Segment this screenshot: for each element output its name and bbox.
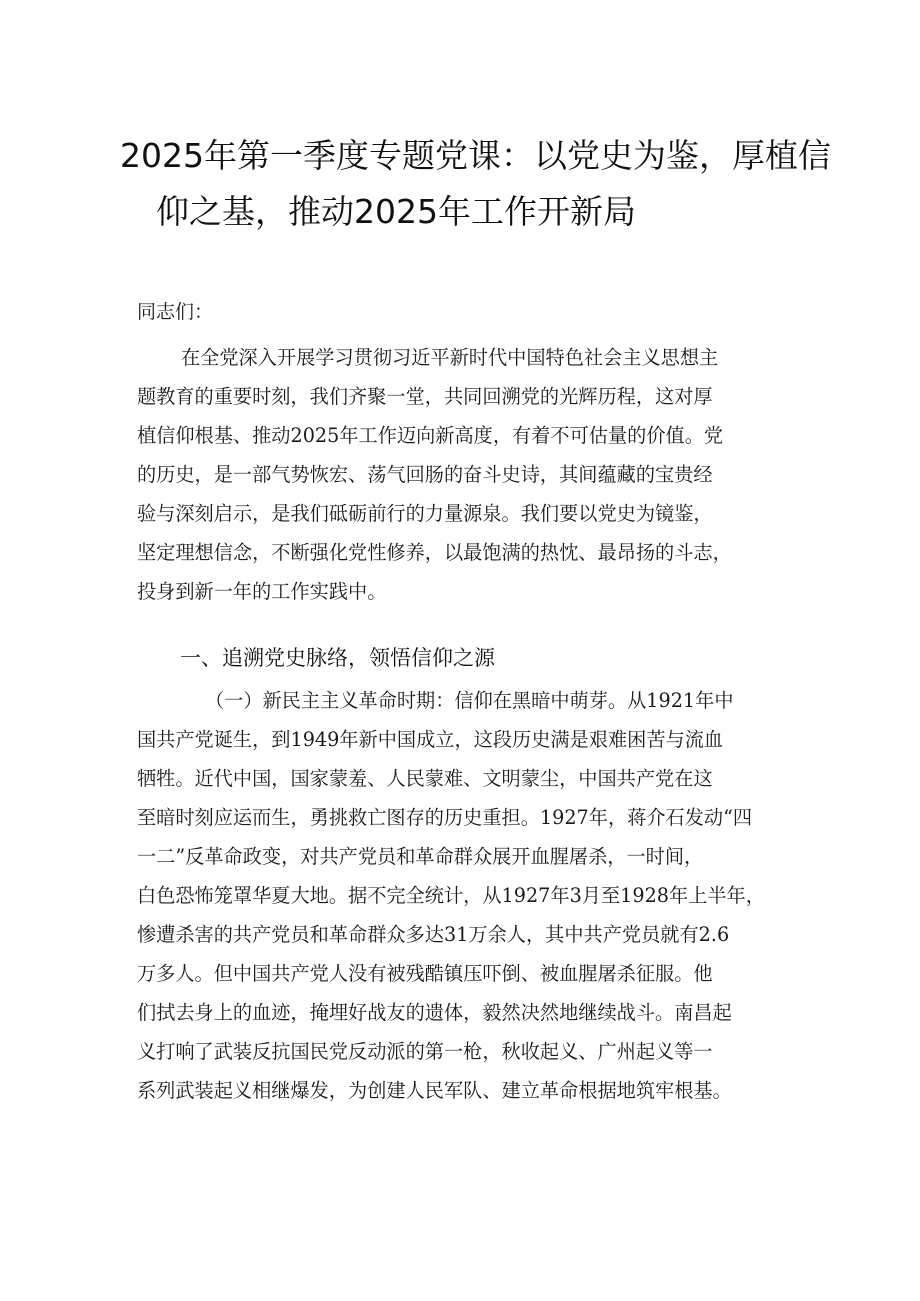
paragraph-line: 的历史，是一部气势恢宏、荡气回肠的奋斗史诗，其间蕴藏的宝贵经 [137, 463, 713, 486]
paragraph-line: 坚定理想信念，不断强化党性修养，以最饱满的热忱、最昂扬的斗志， [137, 541, 732, 564]
title-line: 2025年第一季度专题党课：以党史为鉴，厚植信 [120, 136, 831, 175]
paragraph-line: 题教育的重要时刻，我们齐聚一堂，共同回溯党的光辉历程，这对厚 [137, 385, 713, 408]
paragraph-line: 投身到新一年的工作实践中。 [137, 580, 387, 603]
paragraph-line: 们拭去身上的血迹，掩埋好战友的遗体，毅然决然地继续战斗。南昌起 [137, 1001, 732, 1024]
section-heading: 一、追溯党史脉络，领悟信仰之源 [180, 646, 495, 670]
title-line: 仰之基，推动2025年工作开新局 [156, 192, 636, 231]
paragraph-line: 牺牲。近代中国，国家蒙羞、人民蒙难、文明蒙尘，中国共产党在这 [137, 767, 713, 790]
paragraph-line: 验与深刻启示，是我们砥砺前行的力量源泉。我们要以党史为镜鉴， [137, 502, 713, 525]
intro-paragraph [137, 338, 797, 611]
paragraph-line: （一）新民主主义革命时期：信仰在黑暗中萌芽。从1921年中 [205, 689, 734, 712]
paragraph-line: 植信仰根基、推动2025年工作迈向新高度，有着不可估量的价值。党 [137, 424, 724, 447]
paragraph-line: 在全党深入开展学习贯彻习近平新时代中国特色社会主义思想主 [181, 346, 719, 369]
salutation: 同志们： [137, 301, 214, 323]
paragraph-line: 万多人。但中国共产党人没有被残酷镇压吓倒、被血腥屠杀征服。他 [137, 962, 713, 985]
section-paragraph [137, 681, 797, 1110]
document-title [120, 128, 831, 240]
paragraph-line: 白色恐怖笼罩华夏大地。据不完全统计，从1927年3月至1928年上半年， [137, 884, 765, 907]
paragraph-line: 至暗时刻应运而生，勇挑救亡图存的历史重担。1927年，蒋介石发动“四 [137, 806, 753, 829]
paragraph-line: 一二”反革命政变，对共产党员和革命群众展开血腥屠杀，一时间， [137, 845, 704, 868]
paragraph-line: 系列武装起义相继爆发，为创建人民军队、建立革命根据地筑牢根基。 [137, 1079, 732, 1102]
paragraph-line: 义打响了武装反抗国民党反动派的第一枪，秋收起义、广州起义等一 [137, 1040, 713, 1063]
paragraph-line: 惨遭杀害的共产党员和革命群众多达31万余人，其中共产党员就有2.6 [137, 923, 730, 946]
paragraph-line: 国共产党诞生，到1949年新中国成立，这段历史满是艰难困苦与流血 [137, 728, 724, 751]
